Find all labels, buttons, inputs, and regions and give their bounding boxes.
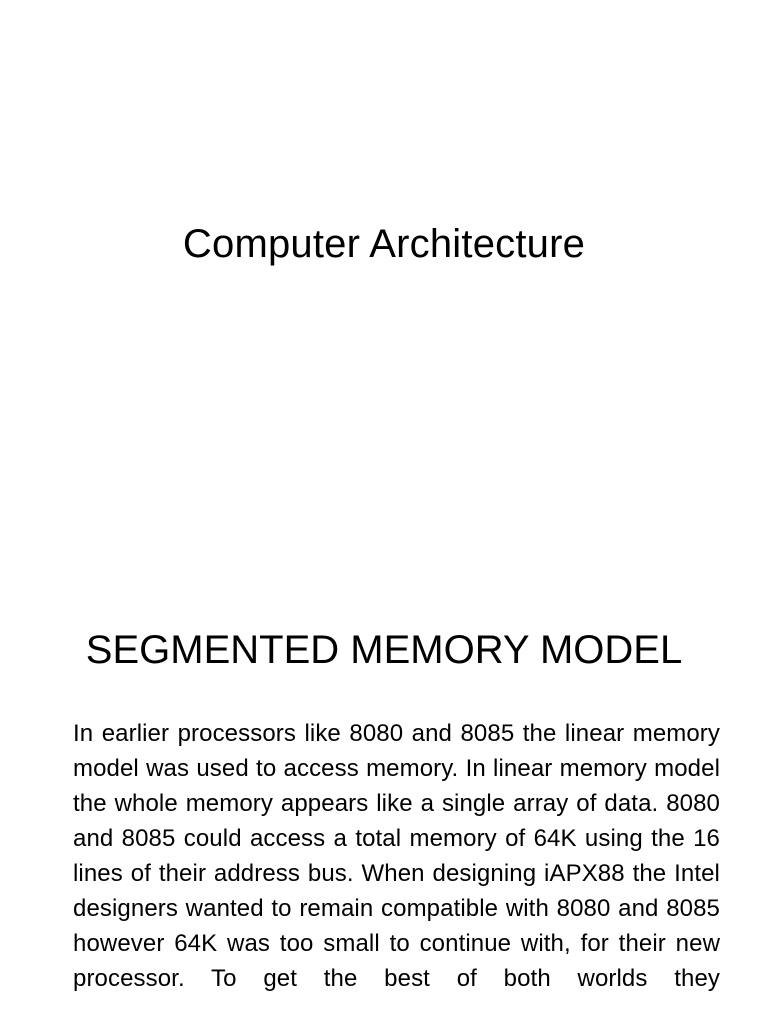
section-heading: SEGMENTED MEMORY MODEL	[85, 628, 683, 672]
body-paragraph: In earlier processors like 8080 and 8085 the linear memory model was used to access memory. In linear memory model the whole memory appears like a single array of data. 8080 and 8085 could access a total memory of 64K using the 16 lines of their address bus. When designing iAPX88 the Intel designers wanted to remain compatible with 8080 and 8085 however 64K was too small to continue with, for their new processor. To get the best of both worlds they	[73, 720, 720, 992]
page-title: Computer Architecture	[182, 222, 586, 266]
